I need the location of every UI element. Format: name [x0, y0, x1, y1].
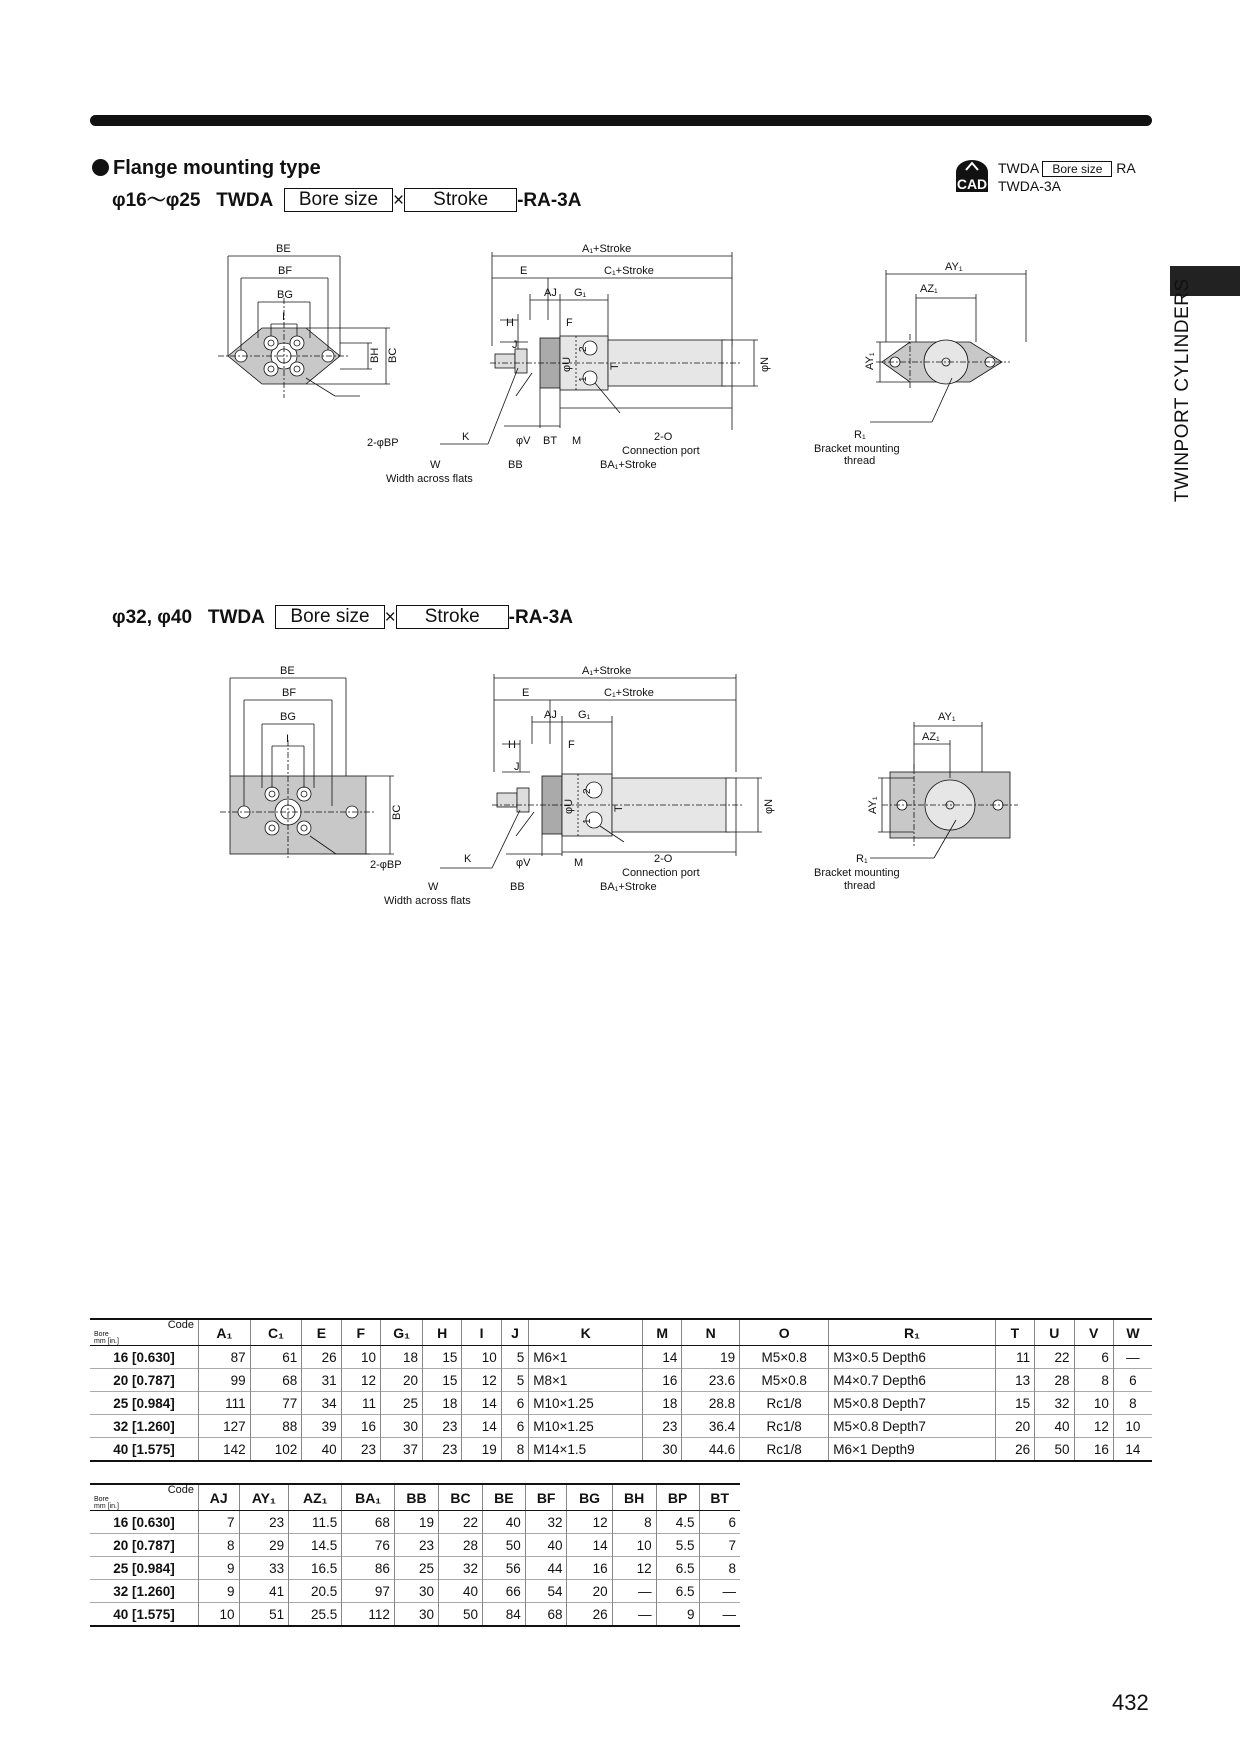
- column-header: M: [642, 1319, 681, 1346]
- table-cell: 8: [199, 1534, 240, 1557]
- table-cell: 68: [525, 1603, 567, 1627]
- table-cell: 88: [250, 1415, 302, 1438]
- table-cell: 14: [1113, 1438, 1152, 1462]
- column-header: F: [341, 1319, 380, 1346]
- table-cell: Rc1/8: [740, 1392, 829, 1415]
- svg-text:BA₁+Stroke: BA₁+Stroke: [600, 459, 657, 471]
- table-cell: 99: [199, 1369, 251, 1392]
- table-cell: 9: [199, 1580, 240, 1603]
- table-cell: 20: [995, 1415, 1034, 1438]
- table-cell: Rc1/8: [740, 1415, 829, 1438]
- table-cell: 16: [1074, 1438, 1113, 1462]
- table-cell: 34: [302, 1392, 341, 1415]
- svg-text:AZ₁: AZ₁: [922, 731, 940, 743]
- table-row: [90, 1534, 740, 1557]
- bore-size-cell: 25 [0.984]: [90, 1392, 199, 1415]
- corner-unit: mm [in.]: [94, 1503, 119, 1510]
- table-cell: 20.5: [289, 1580, 342, 1603]
- svg-text:C₁+Stroke: C₁+Stroke: [604, 265, 654, 277]
- corner-unit: mm [in.]: [94, 1338, 119, 1345]
- svg-text:K: K: [464, 853, 472, 865]
- column-header: BG: [567, 1484, 612, 1511]
- table-row: [90, 1346, 1152, 1369]
- table-cell: 40: [482, 1511, 525, 1534]
- svg-text:1: 1: [582, 818, 593, 824]
- svg-text:φU: φU: [563, 798, 575, 814]
- svg-text:BA₁+Stroke: BA₁+Stroke: [600, 881, 657, 893]
- table-cell: 50: [482, 1534, 525, 1557]
- table-cell: 10: [199, 1603, 240, 1627]
- column-header: O: [740, 1319, 829, 1346]
- table-corner-header: [90, 1319, 199, 1346]
- svg-text:I: I: [282, 311, 286, 323]
- svg-text:CAD: CAD: [956, 176, 988, 192]
- table-cell: 86: [342, 1557, 395, 1580]
- table-cell: 30: [381, 1415, 423, 1438]
- table-row: [90, 1511, 740, 1534]
- bore-size-cell: 32 [1.260]: [90, 1580, 199, 1603]
- bore-size-cell: 20 [0.787]: [90, 1534, 199, 1557]
- table-cell: M3×0.5 Depth6: [829, 1346, 996, 1369]
- table-cell: 16: [567, 1557, 612, 1580]
- table-cell: 142: [199, 1438, 251, 1462]
- table-row: [90, 1415, 1152, 1438]
- table-cell: 6: [1113, 1369, 1152, 1392]
- table-cell: 12: [341, 1369, 380, 1392]
- table-cell: 68: [342, 1511, 395, 1534]
- svg-text:E: E: [522, 687, 530, 699]
- column-header: BT: [699, 1484, 740, 1511]
- bore-size-cell: 40 [1.575]: [90, 1438, 199, 1462]
- column-header: AY₁: [239, 1484, 289, 1511]
- table-cell: M6×1: [529, 1346, 643, 1369]
- bore-size-cell: 32 [1.260]: [90, 1415, 199, 1438]
- table-cell: M5×0.8: [740, 1369, 829, 1392]
- column-header: A₁: [199, 1319, 251, 1346]
- svg-text:BT: BT: [543, 435, 558, 447]
- svg-text:AJ: AJ: [544, 287, 557, 299]
- table-cell: 40: [302, 1438, 341, 1462]
- table-cell: 6: [699, 1511, 740, 1534]
- column-header: W: [1113, 1319, 1152, 1346]
- table-cell: 9: [656, 1603, 699, 1627]
- table-cell: M8×1: [529, 1369, 643, 1392]
- bore-size-cell: 20 [0.787]: [90, 1369, 199, 1392]
- corner-bore: Bore: [94, 1496, 109, 1503]
- table-cell: 10: [462, 1346, 501, 1369]
- table-corner-header: [90, 1484, 199, 1511]
- svg-text:BH: BH: [369, 347, 381, 363]
- table-cell: 77: [250, 1392, 302, 1415]
- table-cell: 8: [1113, 1392, 1152, 1415]
- table-cell: 28.8: [682, 1392, 740, 1415]
- table-cell: 41: [239, 1580, 289, 1603]
- svg-text:F: F: [566, 317, 573, 329]
- table-cell: 30: [642, 1438, 681, 1462]
- table-cell: 37: [381, 1438, 423, 1462]
- corner-code: Code: [167, 1484, 194, 1496]
- table-cell: 25: [394, 1557, 438, 1580]
- column-header: AZ₁: [289, 1484, 342, 1511]
- table-cell: 15: [423, 1369, 462, 1392]
- svg-text:BC: BC: [391, 804, 403, 820]
- section-title: Flange mounting type: [92, 157, 321, 180]
- table-cell: 127: [199, 1415, 251, 1438]
- table-cell: 11: [995, 1346, 1034, 1369]
- table-cell: 32: [525, 1511, 567, 1534]
- table-cell: 26: [302, 1346, 341, 1369]
- svg-text:BC: BC: [387, 347, 399, 363]
- table-cell: 5: [501, 1346, 529, 1369]
- table-cell: 50: [1035, 1438, 1074, 1462]
- bullet-icon: [92, 159, 109, 176]
- column-header: E: [302, 1319, 341, 1346]
- bore-size-cell: 16 [0.630]: [90, 1511, 199, 1534]
- table-cell: 44: [525, 1557, 567, 1580]
- svg-text:K: K: [462, 431, 470, 443]
- table-cell: 6.5: [656, 1580, 699, 1603]
- table-cell: 23: [642, 1415, 681, 1438]
- table-cell: 54: [525, 1580, 567, 1603]
- table-cell: 6.5: [656, 1557, 699, 1580]
- dimension-table-1: [90, 1318, 1152, 1462]
- table-cell: 26: [995, 1438, 1034, 1462]
- svg-text:M: M: [574, 857, 584, 869]
- svg-text:BB: BB: [508, 459, 523, 471]
- table-cell: 18: [381, 1346, 423, 1369]
- drawing-large-bore: [210, 660, 1030, 922]
- table-cell: 10: [1113, 1415, 1152, 1438]
- column-header: I: [462, 1319, 501, 1346]
- table-cell: 87: [199, 1346, 251, 1369]
- svg-text:A₁+Stroke: A₁+Stroke: [582, 243, 632, 255]
- table-cell: 6: [501, 1392, 529, 1415]
- svg-text:BB: BB: [510, 881, 525, 893]
- svg-text:J: J: [514, 761, 520, 773]
- model-line-small-bore: φ16〜φ25 TWDA Bore size × Stroke -RA-3A: [112, 189, 582, 211]
- svg-text:R₁: R₁: [856, 853, 868, 865]
- table-cell: 23: [423, 1415, 462, 1438]
- column-header: R₁: [829, 1319, 996, 1346]
- column-header: T: [995, 1319, 1034, 1346]
- table-row: [90, 1603, 740, 1627]
- svg-text:φV: φV: [516, 435, 531, 447]
- column-header: BF: [525, 1484, 567, 1511]
- table-cell: —: [612, 1603, 656, 1627]
- table-cell: 28: [1035, 1369, 1074, 1392]
- table-cell: 8: [501, 1438, 529, 1462]
- table-cell: 22: [1035, 1346, 1074, 1369]
- table-cell: 20: [567, 1580, 612, 1603]
- svg-text:BF: BF: [282, 687, 297, 699]
- bore-size-cell: 25 [0.984]: [90, 1557, 199, 1580]
- table-cell: 23: [341, 1438, 380, 1462]
- svg-text:2: 2: [582, 788, 593, 794]
- table-cell: 84: [482, 1603, 525, 1627]
- table-cell: 28: [438, 1534, 482, 1557]
- table-cell: 23: [239, 1511, 289, 1534]
- svg-text:F: F: [568, 739, 575, 751]
- table-cell: M6×1 Depth9: [829, 1438, 996, 1462]
- svg-text:E: E: [520, 265, 528, 277]
- column-header: C₁: [250, 1319, 302, 1346]
- table-row: [90, 1392, 1152, 1415]
- table-cell: —: [612, 1580, 656, 1603]
- table-row: [90, 1438, 1152, 1462]
- table-cell: 16: [341, 1415, 380, 1438]
- table-cell: 5.5: [656, 1534, 699, 1557]
- table-cell: 66: [482, 1580, 525, 1603]
- table-cell: 8: [699, 1557, 740, 1580]
- svg-text:AJ: AJ: [544, 709, 557, 721]
- table-cell: 16: [642, 1369, 681, 1392]
- svg-text:φV: φV: [516, 857, 531, 869]
- table-cell: 23: [394, 1534, 438, 1557]
- table-cell: 30: [394, 1580, 438, 1603]
- table-cell: 14: [462, 1415, 501, 1438]
- table-cell: 56: [482, 1557, 525, 1580]
- svg-text:1: 1: [578, 376, 589, 382]
- dimension-table-2: [90, 1483, 740, 1627]
- table-cell: 51: [239, 1603, 289, 1627]
- svg-text:G₁: G₁: [574, 287, 587, 299]
- svg-text:BE: BE: [280, 665, 295, 677]
- corner-code: Code: [167, 1319, 194, 1331]
- column-header: BE: [482, 1484, 525, 1511]
- table-cell: 30: [394, 1603, 438, 1627]
- svg-text:T: T: [609, 363, 621, 370]
- table-cell: 26: [567, 1603, 612, 1627]
- table-cell: 61: [250, 1346, 302, 1369]
- table-cell: 6: [501, 1415, 529, 1438]
- table-row: [90, 1369, 1152, 1392]
- cad-models: TWDA Bore size RA TWDA-3A: [998, 160, 1136, 194]
- cad-icon[interactable]: [952, 158, 992, 194]
- table-cell: 44.6: [682, 1438, 740, 1462]
- svg-text:J: J: [512, 339, 518, 351]
- column-header: BP: [656, 1484, 699, 1511]
- table-cell: 23.6: [682, 1369, 740, 1392]
- table-cell: 12: [462, 1369, 501, 1392]
- svg-text:AY₁: AY₁: [864, 352, 876, 370]
- table-row: [90, 1580, 740, 1603]
- table-cell: 25: [381, 1392, 423, 1415]
- table-cell: M10×1.25: [529, 1415, 643, 1438]
- table-cell: 13: [995, 1369, 1034, 1392]
- top-rule: [90, 115, 1152, 126]
- table-cell: 23: [423, 1438, 462, 1462]
- svg-text:AY₁: AY₁: [867, 796, 879, 814]
- table-cell: 40: [438, 1580, 482, 1603]
- table-cell: 18: [642, 1392, 681, 1415]
- svg-text:thread: thread: [844, 880, 876, 892]
- svg-text:R₁: R₁: [854, 429, 866, 441]
- table-cell: 12: [1074, 1415, 1113, 1438]
- table-cell: 12: [612, 1557, 656, 1580]
- table-cell: 4.5: [656, 1511, 699, 1534]
- column-header: AJ: [199, 1484, 240, 1511]
- svg-text:2-φBP: 2-φBP: [367, 437, 399, 449]
- table-cell: 40: [525, 1534, 567, 1557]
- table-cell: 14: [642, 1346, 681, 1369]
- table-cell: 97: [342, 1580, 395, 1603]
- table-cell: 31: [302, 1369, 341, 1392]
- svg-text:φU: φU: [561, 356, 573, 372]
- svg-text:I: I: [286, 733, 290, 745]
- drawing-small-bore: [210, 238, 1030, 500]
- table-cell: 22: [438, 1511, 482, 1534]
- bore-size-cell: 16 [0.630]: [90, 1346, 199, 1369]
- table-cell: 14: [567, 1534, 612, 1557]
- table-cell: 10: [1074, 1392, 1113, 1415]
- svg-text:2-O: 2-O: [654, 431, 673, 443]
- column-header: BH: [612, 1484, 656, 1511]
- page-number: 432: [1112, 1690, 1149, 1715]
- svg-text:A₁+Stroke: A₁+Stroke: [582, 665, 632, 677]
- svg-text:H: H: [506, 317, 514, 329]
- svg-text:Width across flats: Width across flats: [384, 895, 471, 907]
- table-cell: 10: [341, 1346, 380, 1369]
- svg-text:2-O: 2-O: [654, 853, 673, 865]
- table-cell: 6: [1074, 1346, 1113, 1369]
- table-cell: 10: [612, 1534, 656, 1557]
- svg-text:AY₁: AY₁: [945, 261, 963, 273]
- table-cell: 20: [381, 1369, 423, 1392]
- svg-text:M: M: [572, 435, 582, 447]
- table-cell: 11.5: [289, 1511, 342, 1534]
- svg-text:thread: thread: [844, 455, 876, 467]
- svg-text:G₁: G₁: [578, 709, 591, 721]
- svg-text:BE: BE: [276, 243, 291, 255]
- table-cell: 19: [462, 1438, 501, 1462]
- table-cell: 15: [423, 1346, 462, 1369]
- svg-text:2: 2: [578, 346, 589, 352]
- column-header: H: [423, 1319, 462, 1346]
- svg-text:AY₁: AY₁: [938, 711, 956, 723]
- table-cell: 11: [341, 1392, 380, 1415]
- table-cell: 7: [699, 1534, 740, 1557]
- table-cell: 40: [1035, 1415, 1074, 1438]
- svg-text:BG: BG: [280, 711, 296, 723]
- side-label: TWINPORT CYLINDERS: [1172, 278, 1193, 502]
- table-cell: M4×0.7 Depth6: [829, 1369, 996, 1392]
- table-cell: —: [699, 1580, 740, 1603]
- svg-text:W: W: [430, 459, 441, 471]
- svg-text:BF: BF: [278, 265, 293, 277]
- svg-text:AZ₁: AZ₁: [920, 283, 938, 295]
- table-cell: 68: [250, 1369, 302, 1392]
- svg-text:T: T: [613, 805, 625, 812]
- table-cell: 33: [239, 1557, 289, 1580]
- svg-text:Connection port: Connection port: [622, 867, 700, 879]
- table-cell: 50: [438, 1603, 482, 1627]
- corner-bore: Bore: [94, 1331, 109, 1338]
- svg-text:Bracket mounting: Bracket mounting: [814, 867, 900, 879]
- table-cell: 9: [199, 1557, 240, 1580]
- table-cell: 14: [462, 1392, 501, 1415]
- table-cell: 5: [501, 1369, 529, 1392]
- table-cell: 12: [567, 1511, 612, 1534]
- table-cell: 19: [682, 1346, 740, 1369]
- svg-text:Width across flats: Width across flats: [386, 473, 473, 485]
- table-cell: 8: [612, 1511, 656, 1534]
- column-header: BA₁: [342, 1484, 395, 1511]
- svg-text:φN: φN: [759, 356, 771, 372]
- svg-text:Bracket mounting: Bracket mounting: [814, 443, 900, 455]
- table-cell: 14.5: [289, 1534, 342, 1557]
- table-row: [90, 1557, 740, 1580]
- table-cell: M14×1.5: [529, 1438, 643, 1462]
- bore-size-cell: 40 [1.575]: [90, 1603, 199, 1627]
- table-cell: 39: [302, 1415, 341, 1438]
- table-cell: 16.5: [289, 1557, 342, 1580]
- table-cell: —: [1113, 1346, 1152, 1369]
- column-header: G₁: [381, 1319, 423, 1346]
- table-cell: 19: [394, 1511, 438, 1534]
- table-cell: 112: [342, 1603, 395, 1627]
- column-header: BC: [438, 1484, 482, 1511]
- table-cell: 15: [995, 1392, 1034, 1415]
- table-cell: M5×0.8 Depth7: [829, 1392, 996, 1415]
- table-cell: 25.5: [289, 1603, 342, 1627]
- table-cell: Rc1/8: [740, 1438, 829, 1462]
- model-line-large-bore: φ32, φ40 TWDA Bore size × Stroke -RA-3A: [112, 606, 574, 628]
- table-cell: M5×0.8: [740, 1346, 829, 1369]
- column-header: N: [682, 1319, 740, 1346]
- column-header: J: [501, 1319, 529, 1346]
- table-cell: M5×0.8 Depth7: [829, 1415, 996, 1438]
- svg-text:2-φBP: 2-φBP: [370, 859, 402, 871]
- svg-text:Connection port: Connection port: [622, 445, 700, 457]
- table-cell: —: [699, 1603, 740, 1627]
- table-cell: 18: [423, 1392, 462, 1415]
- column-header: K: [529, 1319, 643, 1346]
- column-header: BB: [394, 1484, 438, 1511]
- svg-text:C₁+Stroke: C₁+Stroke: [604, 687, 654, 699]
- table-cell: 32: [438, 1557, 482, 1580]
- column-header: V: [1074, 1319, 1113, 1346]
- svg-text:H: H: [508, 739, 516, 751]
- table-cell: 32: [1035, 1392, 1074, 1415]
- table-cell: 7: [199, 1511, 240, 1534]
- table-cell: 111: [199, 1392, 251, 1415]
- svg-text:W: W: [428, 881, 439, 893]
- svg-text:φN: φN: [763, 798, 775, 814]
- svg-text:BG: BG: [277, 289, 293, 301]
- table-cell: M10×1.25: [529, 1392, 643, 1415]
- table-cell: 102: [250, 1438, 302, 1462]
- table-cell: 36.4: [682, 1415, 740, 1438]
- table-cell: 8: [1074, 1369, 1113, 1392]
- table-cell: 76: [342, 1534, 395, 1557]
- column-header: U: [1035, 1319, 1074, 1346]
- table-cell: 29: [239, 1534, 289, 1557]
